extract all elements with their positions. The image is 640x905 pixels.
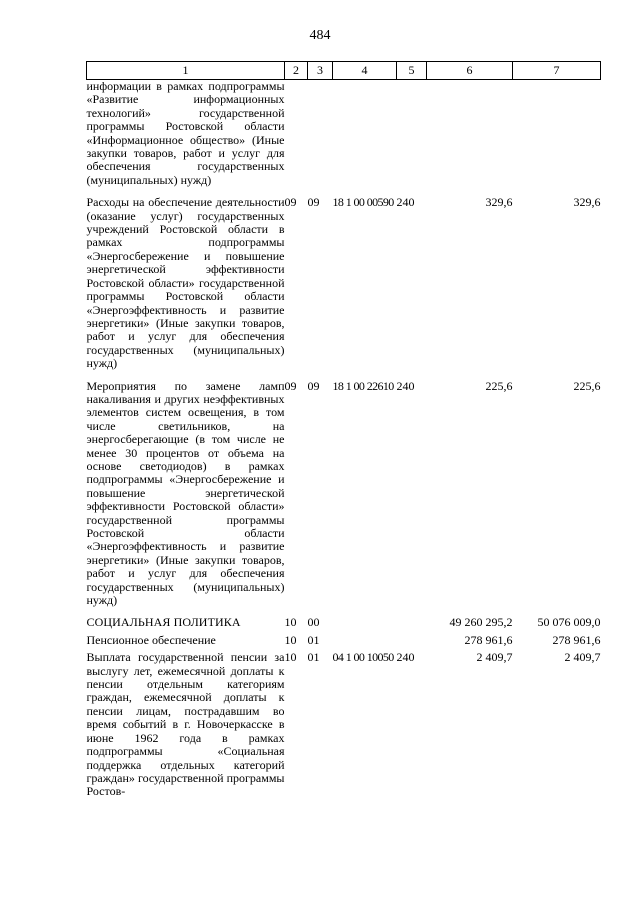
column-header-4: 4 [333,62,397,80]
table-row [87,187,601,370]
column-header-1: 1 [87,62,285,80]
column-header-6: 6 [427,62,513,80]
row-amount-1 [427,80,513,188]
row-amount-2: 329,6 [573,195,601,210]
table-row [87,80,601,188]
row-section: 10 [284,615,297,630]
row-expense-type [397,607,427,629]
row-amount-1: 2 409,7 [476,650,513,665]
budget-table [86,61,601,799]
table-row [87,607,601,629]
row-amount-1: 329,6 [485,195,513,210]
table-header-row [87,62,601,80]
table-row [87,371,601,608]
row-section: 10 [284,650,297,665]
row-section: 09 [284,378,297,393]
table-row [87,647,601,798]
row-expense-type: 240 [396,650,415,665]
row-section: 10 [284,632,297,647]
row-section: 09 [284,195,297,210]
row-amount-2: 225,6 [573,378,601,393]
page-number: 484 [309,28,331,43]
row-target-code [333,630,397,647]
row-amount-1: 225,6 [485,378,513,393]
row-subsection: 09 [307,378,320,393]
row-description: Расходы на обеспечение деятельности (оказание услуг) государственных учреждений Ростовской области в рамках подпрограммы «Энергосбережение и повышение энергетической эффективности Ростовской области» государственной программы Ростовской области «Энергоэффективность и развитие энергетики» (Иные закупки товаров, работ и услуг для обеспечения государственных (муниципальных) нужд) [86,195,285,371]
row-subsection: 00 [307,615,320,630]
row-expense-type [397,80,427,188]
row-expense-type [397,630,427,647]
row-subsection: 01 [307,632,320,647]
row-amount-1: 278 961,6 [464,632,513,647]
row-description: Пенсионное обеспечение [86,632,216,647]
row-amount-2: 2 409,7 [564,650,601,665]
row-description: Выплата государственной пенсии за выслугу лет, ежемесячной доплаты к пенсии отдельным категориям граждан, ежемесячной доплаты к пенсии лицам, пострадавшим во время событий в г. Новочеркасске в июне 1962 года в рамках подпрограммы «Социальная поддержка отдельных категорий граждан» государственной программы Ростов- [86,650,285,799]
row-expense-type: 240 [396,378,415,393]
row-target-code [333,607,397,629]
row-section [285,80,308,188]
row-subsection: 09 [307,195,320,210]
row-description: Мероприятия по замене ламп накаливания и других неэффективных элементов систем освещения, в том числе светильников, на энергосберегающие (в том числе не менее 30 процентов от объема на основе светодиодов) в рамках подпрограммы «Энергосбережение и повышение энергетической эффективности Ростовской области» государственной программы Ростовской области «Энергоэффективность и развитие энергетики» (Иные закупки товаров, работ и услуг для обеспечения государственных (муниципальных) нужд) [86,378,285,608]
row-target-code: 04 1 00 10050 [332,650,394,665]
row-subsection: 01 [307,650,320,665]
row-amount-2 [513,80,601,188]
row-target-code: 18 1 00 00590 [332,195,394,210]
column-header-5: 5 [397,62,427,80]
row-target-code: 18 1 00 22610 [332,378,394,393]
row-subsection [308,80,333,188]
row-amount-1: 49 260 295,2 [449,615,513,630]
column-header-3: 3 [308,62,333,80]
table-row [87,630,601,647]
row-description: СОЦИАЛЬНАЯ ПОЛИТИКА [86,615,241,630]
row-target-code [333,80,397,188]
row-amount-2: 278 961,6 [552,632,601,647]
row-amount-2: 50 076 009,0 [537,615,601,630]
row-expense-type: 240 [396,195,415,210]
column-header-2: 2 [285,62,308,80]
column-header-7: 7 [513,62,601,80]
row-description: информации в рамках подпрограммы «Развитие информационных технологий» государственной программы Ростовской области «Информационное общество» (Иные закупки товаров, работ и услуг для обеспечения государственных (муниципальных) нужд) [86,79,285,187]
